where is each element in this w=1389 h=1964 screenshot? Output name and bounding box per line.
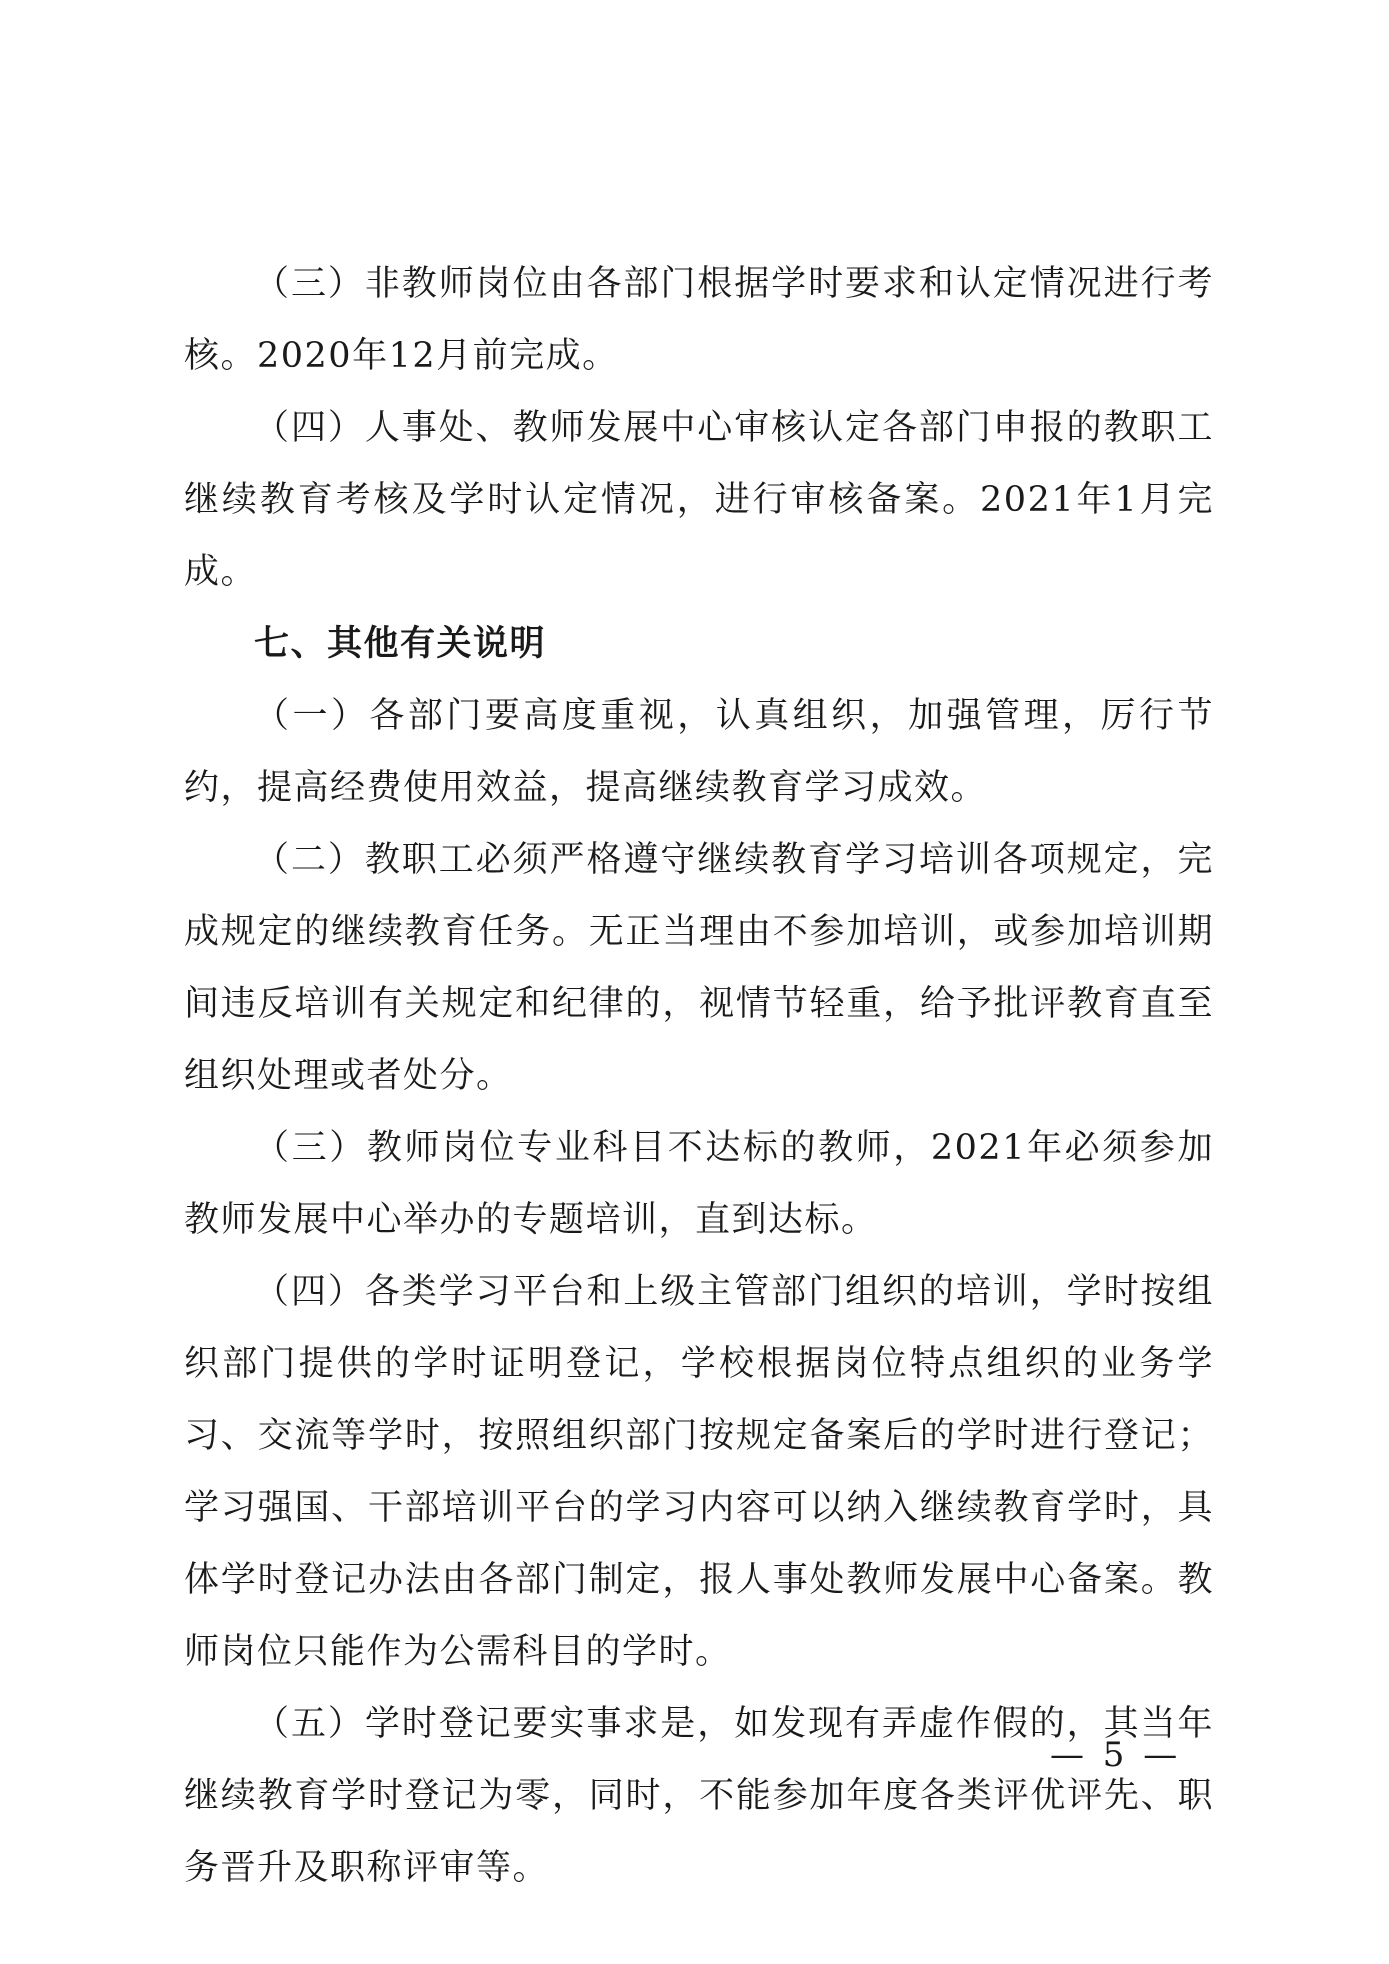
paragraph-4-learning-platforms: （四）各类学习平台和上级主管部门组织的培训，学时按组织部门提供的学时证明登记，学校根据岗位特点组织的业务学习、交流等学时，按照组织部门按规定备案后的学时进行登记；学习强国、干部培训平台的学习内容可以纳入继续教育学时，具体学时登记办法由各部门制定，报人事处教师发展中心备案。教师岗位只能作为公需科目的学时。 [184,1272,1214,1672]
paragraph-3-special-training: （三）教师岗位专业科目不达标的教师，2021年必须参加教师发展中心举办的专题培训，直到达标。 [184,1128,1214,1240]
paragraph-4-review-filing: （四）人事处、教师发展中心审核认定各部门申报的教职工继续教育考核及学时认定情况，进行审核备案。2021年1月完成。 [184,408,1214,592]
paragraph-1-attention: （一）各部门要高度重视，认真组织，加强管理，厉行节约，提高经费使用效益，提高继续教育学习成效。 [184,696,1214,808]
paragraph-5-honesty: （五）学时登记要实事求是，如发现有弄虚作假的，其当年继续教育学时登记为零，同时，不能参加年度各类评优评先、职务晋升及职称评审等。 [184,1704,1214,1888]
section-heading-other-notes: 七、其他有关说明 [254,624,547,664]
document-body [184,248,1214,1904]
paragraph-3-non-teacher-assessment: （三）非教师岗位由各部门根据学时要求和认定情况进行考核。2020年12月前完成。 [184,264,1214,376]
paragraph-2-compliance: （二）教职工必须严格遵守继续教育学习培训各项规定，完成规定的继续教育任务。无正当理由不参加培训，或参加培训期间违反培训有关规定和纪律的，视情节轻重，给予批评教育直至组织处理或者处分。 [184,840,1214,1096]
page-number: — 5 — [1050,1735,1182,1775]
